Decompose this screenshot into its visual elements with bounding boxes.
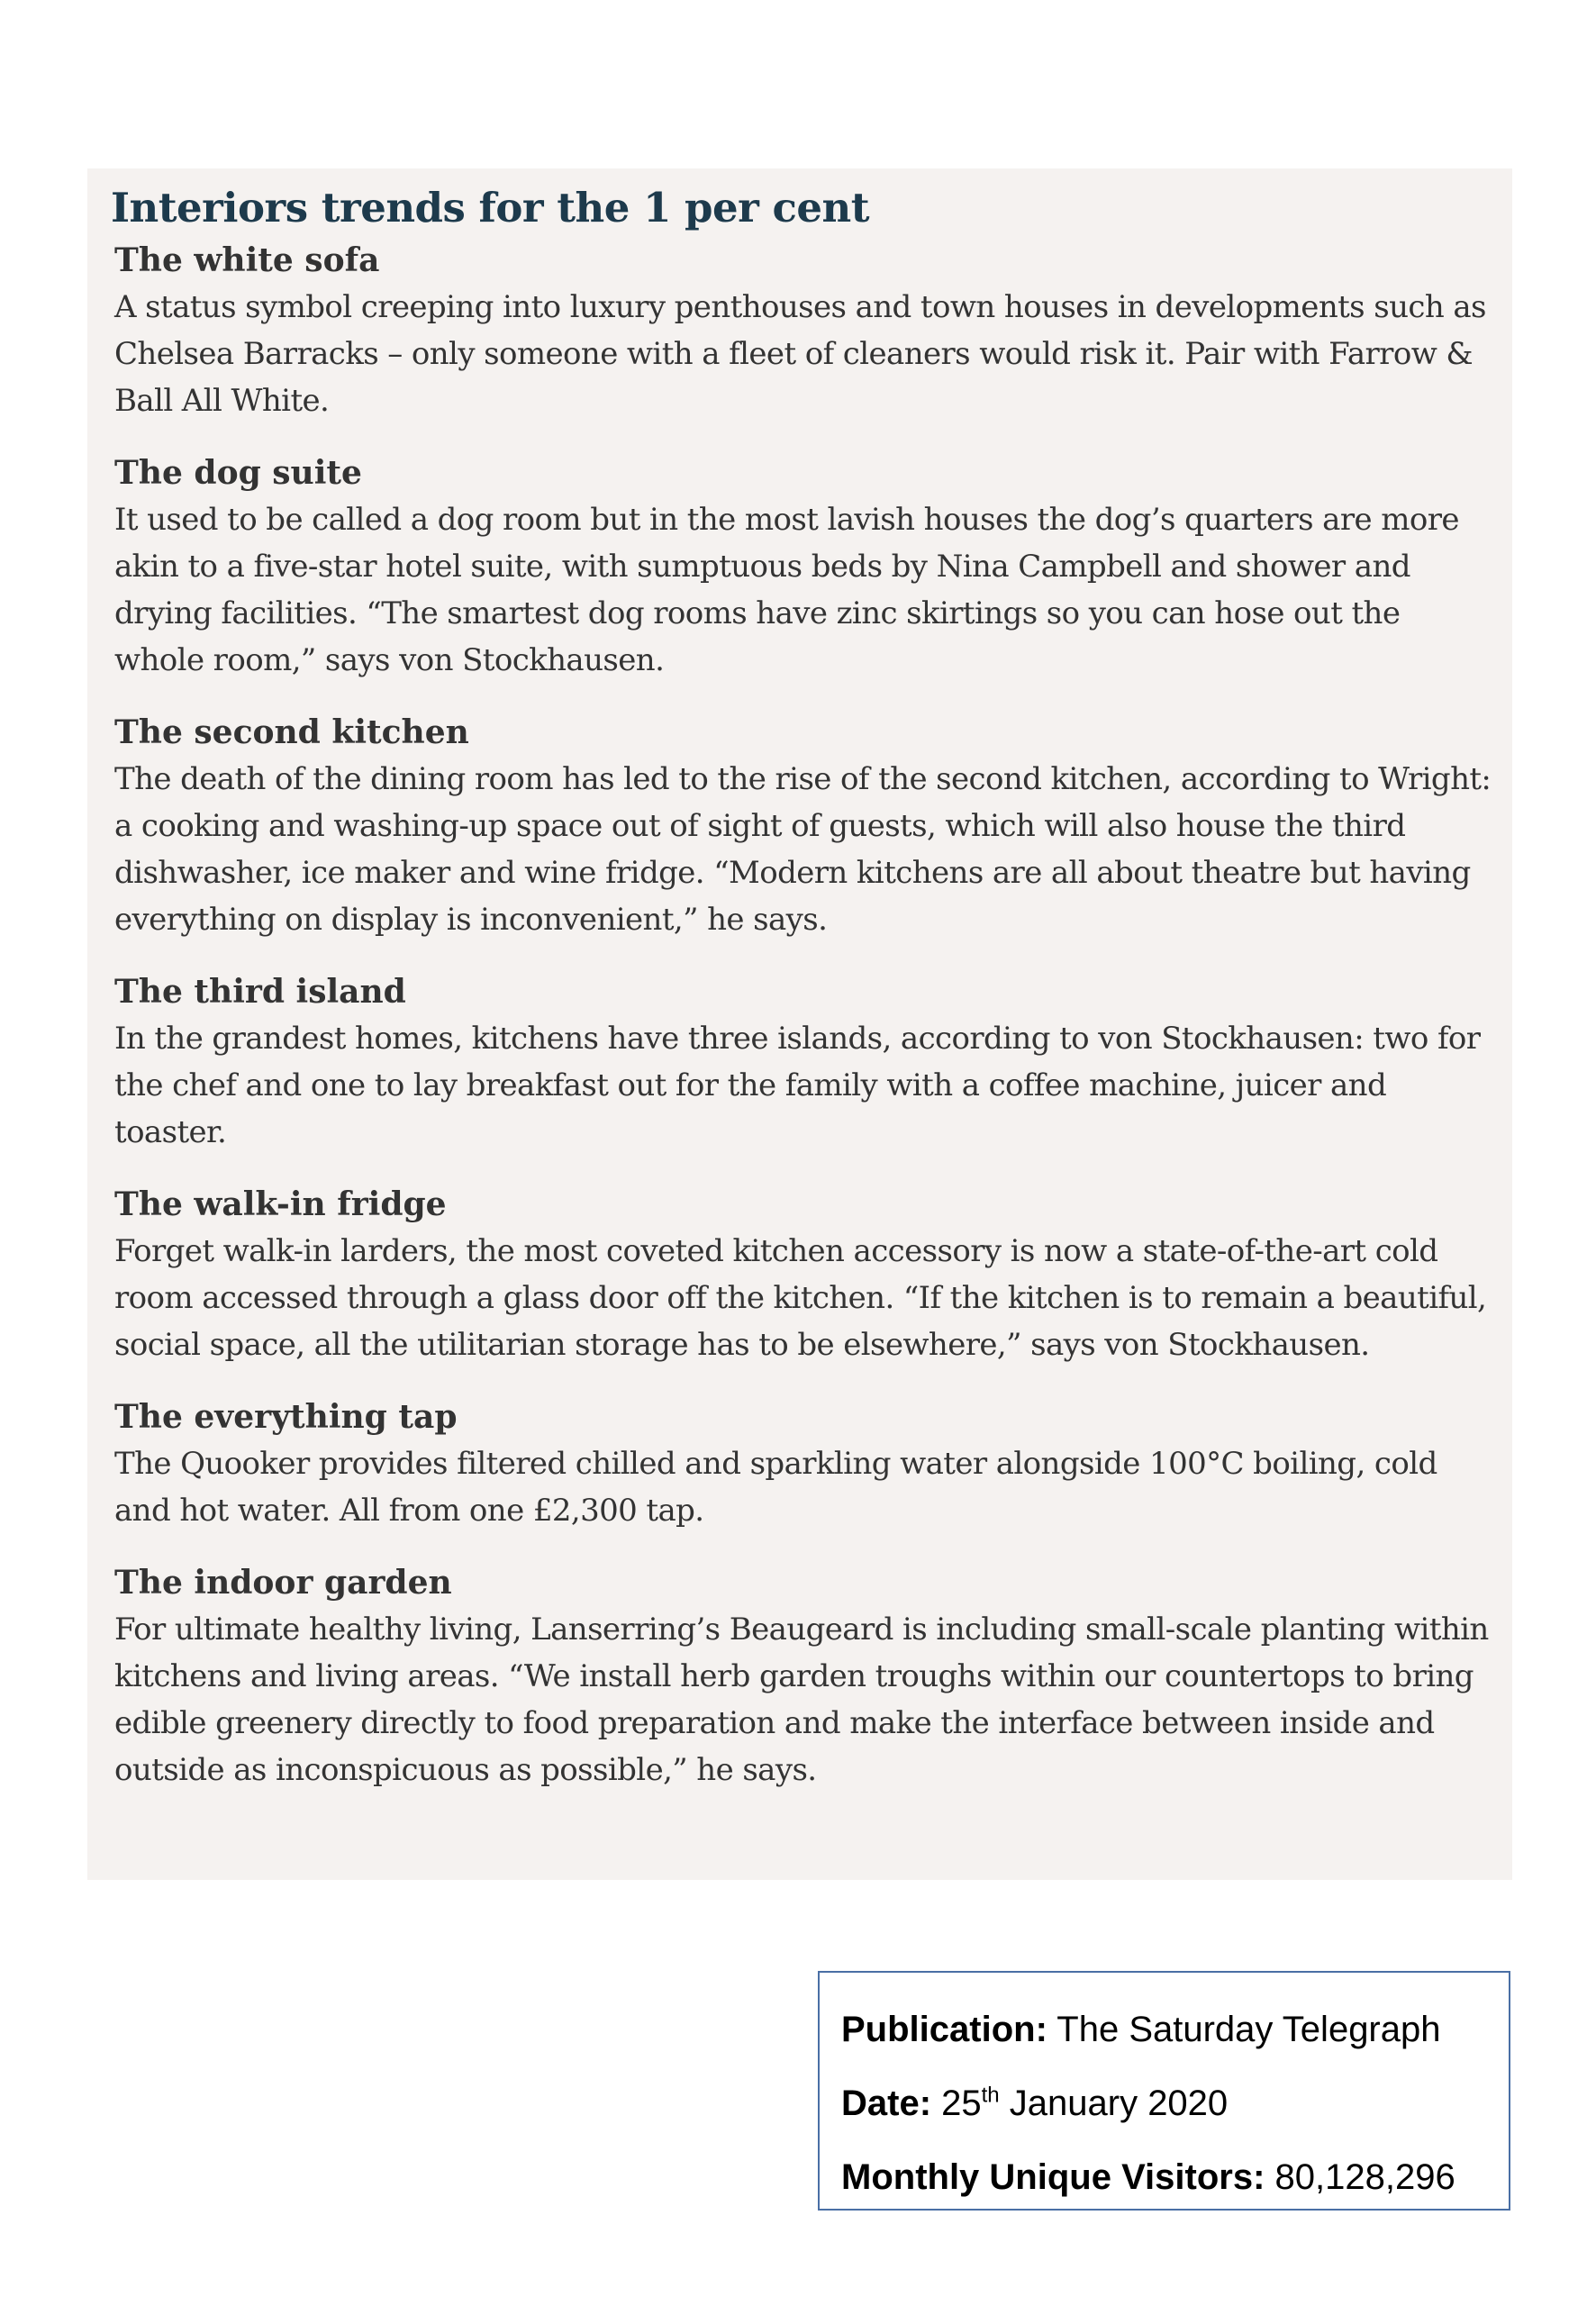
section-heading: The walk-in fridge [114,1185,447,1224]
section-walk-in-fridge [114,1181,1492,1368]
section-body: Forget walk-in larders, the most coveted kitchen accessory is now a state-of-the-art cold room accessed through a glass door off the kitchen. “If the kitchen is to remain a beautiful, social space, all the utilitarian storage has to be elsewhere,” says von Stockhausen. [114,1233,1487,1364]
section-heading: The indoor garden [114,1564,452,1602]
date-suffix: th [981,2083,1000,2108]
publication-line [841,1993,1509,2066]
visitors-label: Monthly Unique Visitors: [841,2157,1265,2197]
section-dog-suite [114,449,1492,684]
publication-label: Publication: [841,2010,1047,2049]
section-heading: The third island [114,973,406,1012]
section-body: It used to be called a dog room but in the most lavish houses the dog’s quarters are more akin to a five-star hotel suite, with sumptuous beds by Nina Campbell and shower and drying facilities. “The smartest dog rooms have zinc skirtings so you can hose out the whole room,” says von Stockhausen. [114,502,1459,679]
section-everything-tap [114,1394,1492,1534]
publication-value: The Saturday Telegraph [1047,2010,1441,2049]
date-label: Date: [841,2084,932,2123]
section-heading: The dog suite [114,454,362,493]
section-body: A status symbol creeping into luxury penthouses and town houses in developments such as Chelsea Barracks – only someone with a fleet of cleaners would risk it. Pair with Farrow & Ball All White. [114,289,1486,420]
section-body: The death of the dining room has led to the rise of the second kitchen, according to Wright: a cooking and washing-up space out of sight of guests, which will also house the third dishwasher, ice maker and wine fridge. “Modern kitchens are all about theatre but having everything on display is inconvenient,” he says. [114,761,1492,939]
date-day: 25 [931,2084,982,2123]
section-body: For ultimate healthy living, Lanserring’s Beaugeard is including small-scale planting within kitchens and living areas. “We install herb garden troughs within our countertops to bring edible greenery directly to food preparation and make the interface between inside and outside as inconspicuous as possible,” he says. [114,1611,1489,1789]
date-line [841,2066,1509,2140]
section-white-sofa [114,237,1492,424]
publication-info-box [818,1971,1510,2211]
section-heading: The second kitchen [114,713,469,752]
section-second-kitchen [114,709,1492,943]
section-heading: The everything tap [114,1398,458,1437]
visitors-value: 80,128,296 [1265,2157,1455,2197]
article-title: Interiors trends for the 1 per cent [111,184,870,232]
date-rest: January 2020 [999,2084,1229,2123]
section-body: In the grandest homes, kitchens have three islands, according to von Stockhausen: two for the chef and one to lay breakfast out for the family with a coffee machine, juicer and toaster. [114,1021,1481,1151]
section-third-island [114,968,1492,1156]
article-panel [87,168,1512,1880]
section-body: The Quooker provides filtered chilled and sparkling water alongside 100°C boiling, cold and hot water. All from one £2,300 tap. [114,1446,1437,1530]
visitors-line [841,2140,1509,2214]
section-indoor-garden [114,1559,1492,1793]
section-heading: The white sofa [114,241,380,280]
